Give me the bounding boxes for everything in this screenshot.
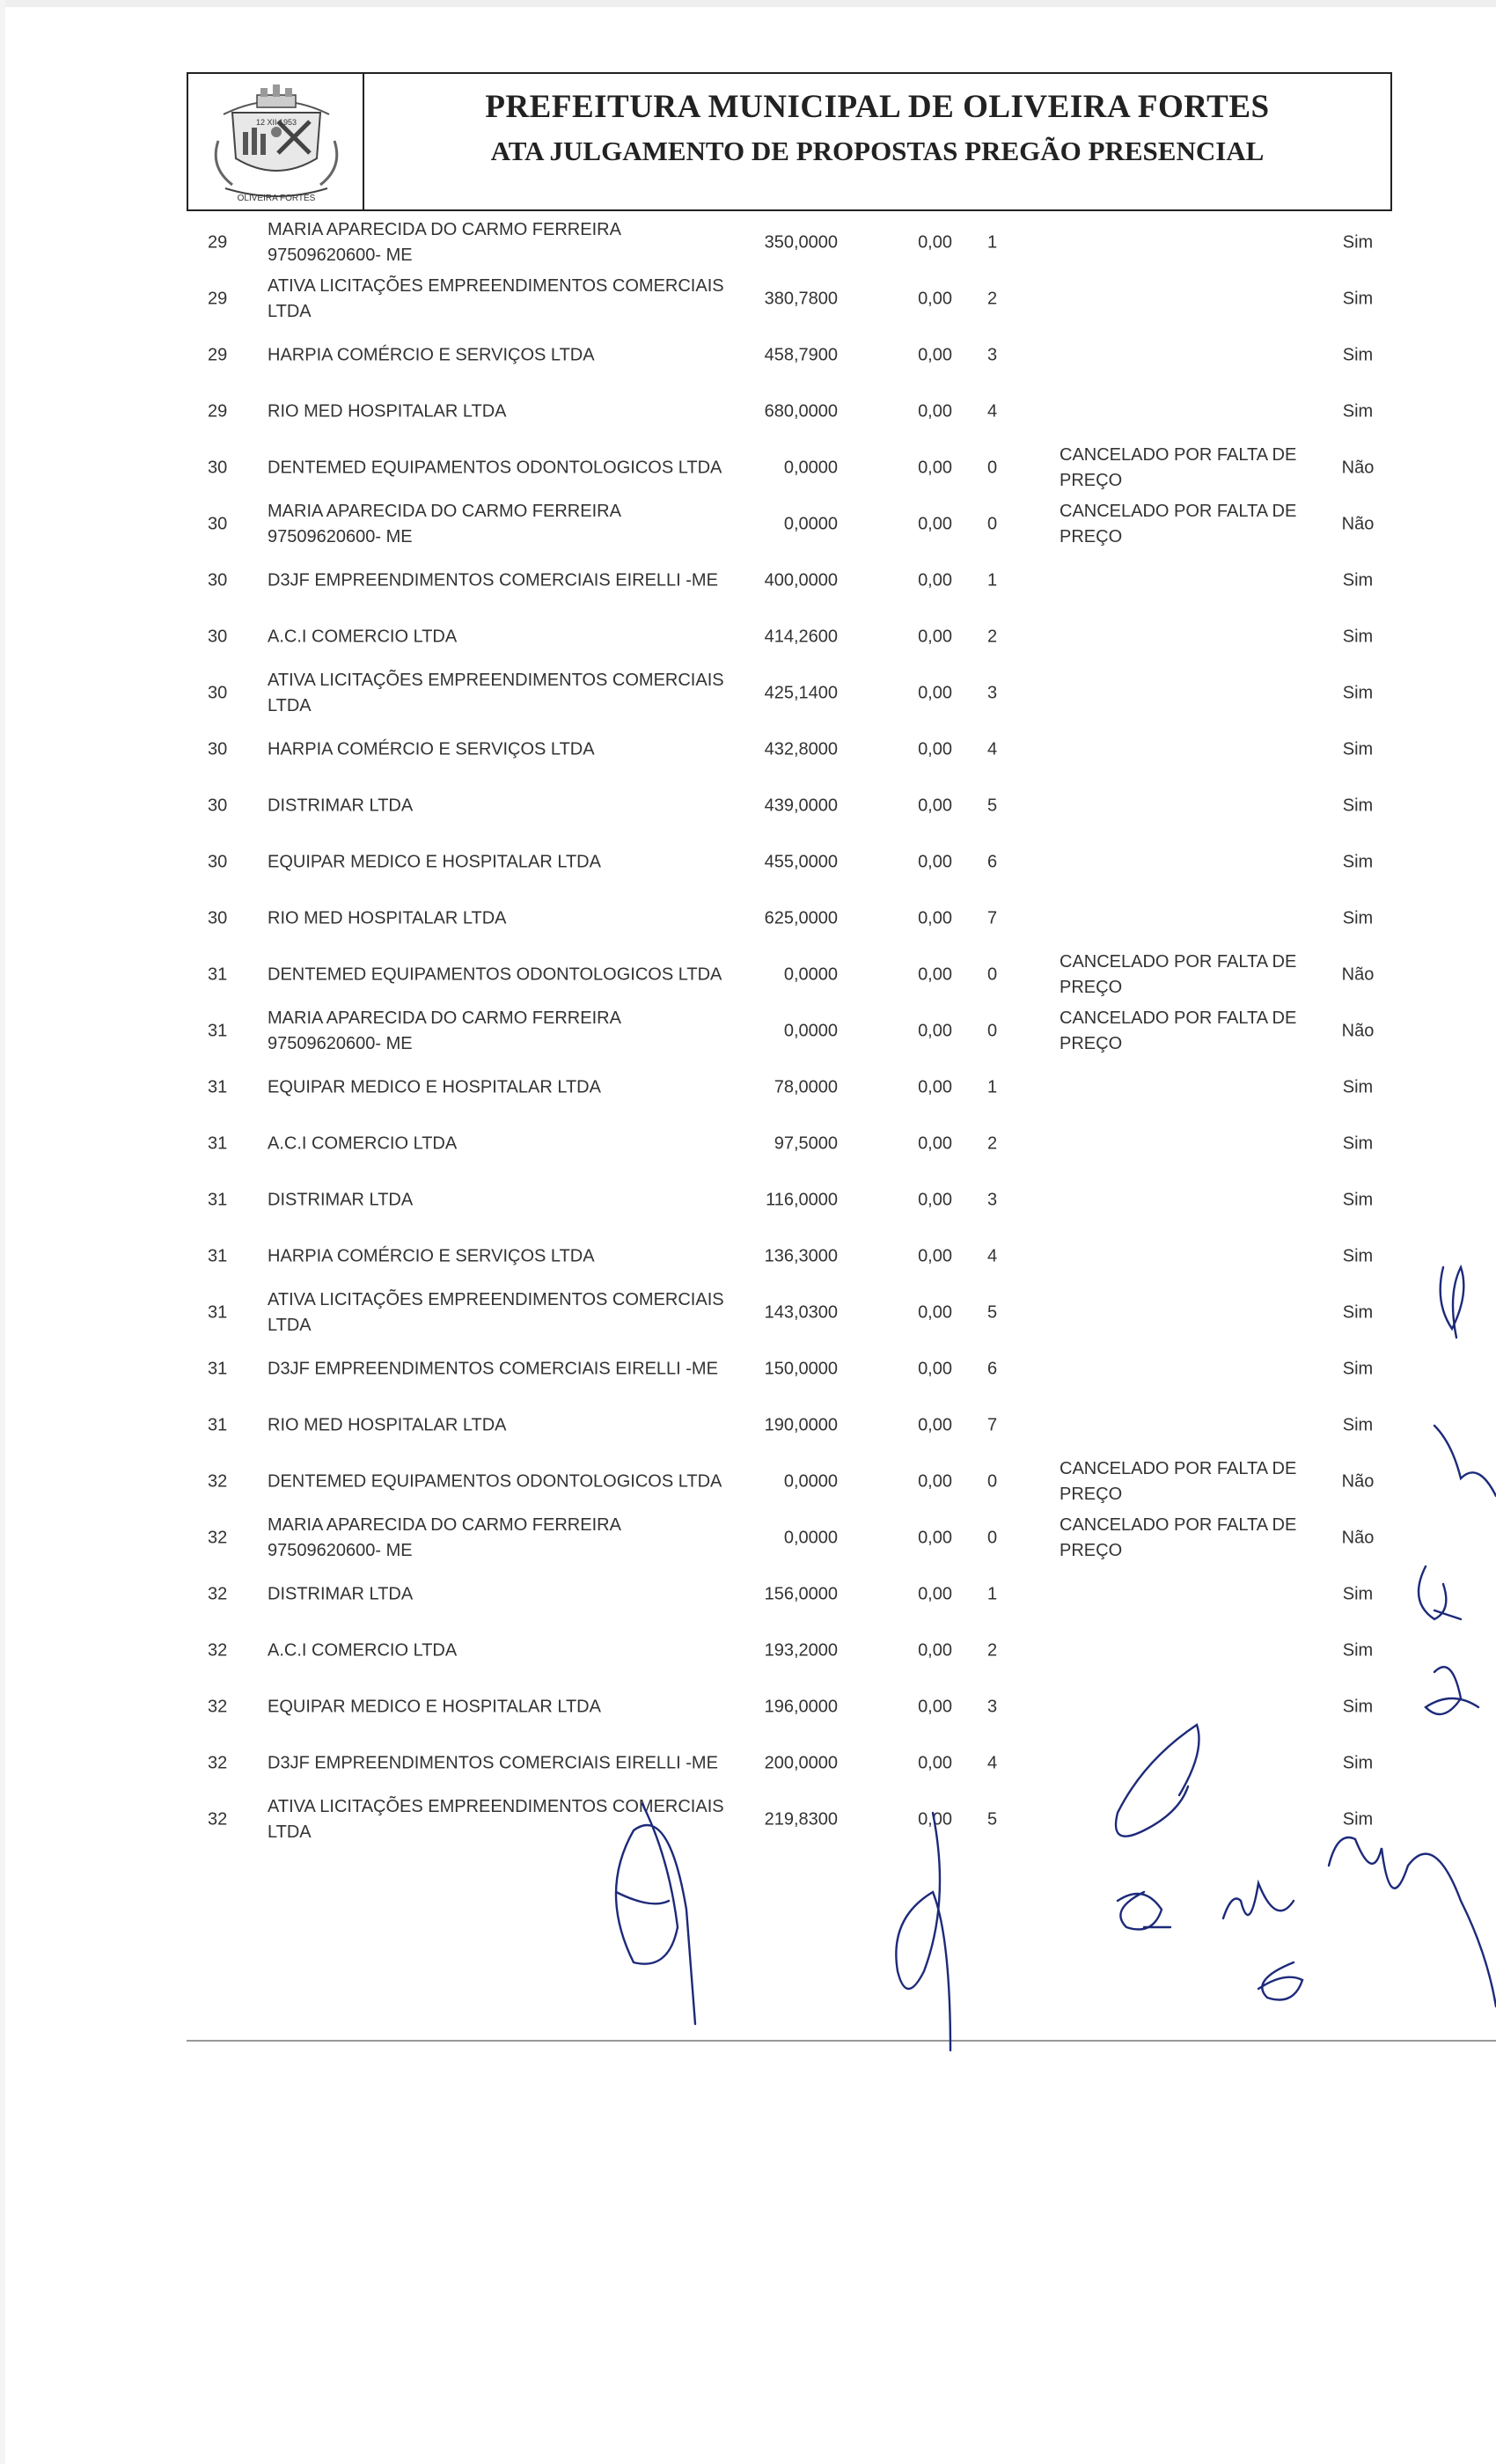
proposal-value: 455,0000 [764, 852, 838, 872]
proposal-value: 116,0000 [766, 1190, 838, 1210]
signature-9 [1441, 1267, 1464, 1338]
signature-3 [896, 1813, 950, 2050]
company-name: ATIVA LICITAÇÕES EMPREENDIMENTOS COMERCIAIS LTDA [268, 1290, 724, 1335]
classification: 4 [987, 401, 998, 422]
table-row [187, 1454, 1392, 1510]
discount-value: 0,00 [918, 232, 952, 253]
item-number: 31 [208, 1077, 228, 1097]
observation: CANCELADO POR FALTA DE PREÇO [1060, 1008, 1297, 1053]
proposal-value: 0,0000 [783, 964, 838, 985]
item-number: 30 [208, 458, 228, 478]
classification: 5 [987, 1302, 998, 1323]
item-number: 32 [208, 1584, 228, 1604]
proposal-value: 400,0000 [764, 570, 838, 590]
classification: 7 [987, 1415, 998, 1435]
proposal-value: 432,8000 [764, 739, 838, 759]
company-name: MARIA APARECIDA DO CARMO FERREIRA 97509620600- ME [268, 1515, 620, 1560]
observation: CANCELADO POR FALTA DE PREÇO [1060, 1515, 1297, 1560]
item-number: 30 [208, 852, 228, 872]
classification: 4 [987, 1753, 998, 1773]
discount-value: 0,00 [918, 852, 952, 872]
page-title: PREFEITURA MUNICIPAL DE OLIVEIRA FORTES [485, 89, 1270, 125]
table-row [187, 778, 1392, 834]
proposal-value: 439,0000 [764, 796, 838, 816]
item-number: 31 [208, 1415, 228, 1435]
qualified-status: Sim [1342, 908, 1374, 928]
proposal-value: 0,0000 [783, 1021, 838, 1041]
classification: 0 [987, 514, 998, 534]
item-number: 29 [208, 232, 228, 253]
item-number: 32 [208, 1471, 228, 1492]
crest-emblem-icon [206, 79, 347, 207]
proposal-value: 136,3000 [764, 1246, 838, 1266]
table-row [187, 1510, 1392, 1566]
proposal-value: 156,0000 [764, 1584, 838, 1604]
discount-value: 0,00 [918, 1415, 952, 1435]
company-name: RIO MED HOSPITALAR LTDA [268, 401, 507, 422]
table-row [187, 1735, 1392, 1792]
proposal-value: 190,0000 [764, 1415, 838, 1435]
item-number: 31 [208, 1133, 228, 1154]
qualified-status: Não [1341, 458, 1375, 478]
table-row [187, 1341, 1392, 1397]
discount-value: 0,00 [918, 796, 952, 816]
proposal-value: 0,0000 [783, 458, 838, 478]
item-number: 31 [208, 1359, 228, 1379]
discount-value: 0,00 [918, 908, 952, 928]
discount-value: 0,00 [918, 1528, 952, 1548]
observation: CANCELADO POR FALTA DE PREÇO [1060, 502, 1297, 546]
signature-12 [1426, 1667, 1478, 1714]
discount-value: 0,00 [918, 289, 952, 309]
qualified-status: Sim [1342, 852, 1374, 872]
observation: CANCELADO POR FALTA DE PREÇO [1060, 445, 1297, 490]
table-row [187, 553, 1392, 609]
table-row [187, 384, 1392, 440]
company-name: MARIA APARECIDA DO CARMO FERREIRA 97509620600- ME [268, 220, 620, 265]
table-row [187, 1285, 1392, 1341]
qualified-status: Sim [1342, 1302, 1374, 1323]
proposal-value: 219,8300 [764, 1809, 838, 1830]
item-number: 31 [208, 1021, 228, 1041]
classification: 0 [987, 458, 998, 478]
item-number: 30 [208, 683, 228, 703]
company-name: HARPIA COMÉRCIO E SERVIÇOS LTDA [268, 739, 595, 759]
qualified-status: Sim [1342, 1753, 1374, 1773]
document-header [187, 72, 1392, 211]
proposal-value: 200,0000 [764, 1753, 838, 1773]
table-row [187, 1792, 1392, 1848]
table-row [187, 609, 1392, 665]
qualified-status: Não [1341, 1528, 1375, 1548]
scan-edge-left [0, 0, 5, 2464]
proposal-value: 425,1400 [764, 683, 838, 703]
discount-value: 0,00 [918, 570, 952, 590]
classification: 0 [987, 964, 998, 985]
table-row [187, 665, 1392, 722]
proposal-value: 458,7900 [764, 345, 838, 365]
table-row [187, 722, 1392, 778]
municipal-crest [188, 74, 364, 209]
discount-value: 0,00 [918, 401, 952, 422]
classification: 1 [987, 232, 998, 253]
item-number: 30 [208, 739, 228, 759]
discount-value: 0,00 [918, 683, 952, 703]
proposals-table [187, 215, 1392, 1848]
company-name: ATIVA LICITAÇÕES EMPREENDIMENTOS COMERCIAIS LTDA [268, 671, 724, 715]
discount-value: 0,00 [918, 345, 952, 365]
qualified-status: Não [1341, 1021, 1375, 1041]
scan-edge-top [0, 0, 1496, 7]
classification: 4 [987, 1246, 998, 1266]
signature-6 [1223, 1883, 1294, 1918]
table-row [187, 834, 1392, 891]
qualified-status: Sim [1342, 1584, 1374, 1604]
signature-5 [1118, 1892, 1170, 1930]
proposal-value: 350,0000 [764, 232, 838, 253]
svg-text:OLIVEIRA FORTES: OLIVEIRA FORTES [237, 194, 316, 203]
company-name: A.C.I COMERCIO LTDA [268, 1640, 458, 1661]
qualified-status: Não [1341, 1471, 1375, 1492]
qualified-status: Sim [1342, 1077, 1374, 1097]
classification: 6 [987, 852, 998, 872]
table-row [187, 1679, 1392, 1735]
classification: 6 [987, 1359, 998, 1379]
company-name: DENTEMED EQUIPAMENTOS ODONTOLOGICOS LTDA [268, 1471, 722, 1492]
qualified-status: Sim [1342, 796, 1374, 816]
discount-value: 0,00 [918, 1753, 952, 1773]
classification: 3 [987, 345, 998, 365]
qualified-status: Sim [1342, 232, 1374, 253]
proposal-value: 97,5000 [774, 1133, 838, 1154]
proposal-value: 414,2600 [764, 627, 838, 647]
proposal-value: 380,7800 [764, 289, 838, 309]
classification: 0 [987, 1471, 998, 1492]
proposal-value: 150,0000 [764, 1359, 838, 1379]
company-name: EQUIPAR MEDICO E HOSPITALAR LTDA [268, 1697, 601, 1717]
company-name: MARIA APARECIDA DO CARMO FERREIRA 97509620600- ME [268, 502, 620, 546]
table-row [187, 215, 1392, 271]
proposal-value: 143,0300 [764, 1302, 838, 1323]
qualified-status: Sim [1342, 1415, 1374, 1435]
discount-value: 0,00 [918, 1133, 952, 1154]
observation: CANCELADO POR FALTA DE PREÇO [1060, 1459, 1297, 1504]
item-number: 31 [208, 964, 228, 985]
discount-value: 0,00 [918, 1640, 952, 1661]
qualified-status: Sim [1342, 683, 1374, 703]
company-name: D3JF EMPREENDIMENTOS COMERCIAIS EIRELLI -ME [268, 1359, 718, 1379]
qualified-status: Sim [1342, 401, 1374, 422]
item-number: 32 [208, 1697, 228, 1717]
proposal-value: 78,0000 [774, 1077, 838, 1097]
discount-value: 0,00 [918, 1302, 952, 1323]
company-name: D3JF EMPREENDIMENTOS COMERCIAIS EIRELLI -ME [268, 570, 718, 590]
company-name: RIO MED HOSPITALAR LTDA [268, 1415, 507, 1435]
discount-value: 0,00 [918, 964, 952, 985]
proposal-value: 193,2000 [764, 1640, 838, 1661]
proposal-value: 680,0000 [764, 401, 838, 422]
classification: 3 [987, 1697, 998, 1717]
table-row [187, 1003, 1392, 1060]
item-number: 31 [208, 1190, 228, 1210]
classification: 3 [987, 1190, 998, 1210]
discount-value: 0,00 [918, 1359, 952, 1379]
company-name: A.C.I COMERCIO LTDA [268, 1133, 458, 1154]
classification: 5 [987, 1809, 998, 1830]
classification: 2 [987, 627, 998, 647]
discount-value: 0,00 [918, 1246, 952, 1266]
company-name: DISTRIMAR LTDA [268, 796, 414, 816]
qualified-status: Sim [1342, 345, 1374, 365]
discount-value: 0,00 [918, 739, 952, 759]
company-name: D3JF EMPREENDIMENTOS COMERCIAIS EIRELLI -ME [268, 1753, 718, 1773]
item-number: 32 [208, 1640, 228, 1661]
signature-11 [1419, 1566, 1461, 1619]
classification: 2 [987, 289, 998, 309]
item-number: 32 [208, 1528, 228, 1548]
item-number: 29 [208, 345, 228, 365]
table-row [187, 271, 1392, 327]
company-name: DENTEMED EQUIPAMENTOS ODONTOLOGICOS LTDA [268, 964, 722, 985]
company-name: DENTEMED EQUIPAMENTOS ODONTOLOGICOS LTDA [268, 458, 722, 478]
table-row [187, 1172, 1392, 1228]
classification: 1 [987, 1077, 998, 1097]
proposal-value: 0,0000 [783, 1528, 838, 1548]
company-name: HARPIA COMÉRCIO E SERVIÇOS LTDA [268, 1246, 595, 1266]
discount-value: 0,00 [918, 1471, 952, 1492]
discount-value: 0,00 [918, 514, 952, 534]
qualified-status: Sim [1342, 1190, 1374, 1210]
classification: 2 [987, 1640, 998, 1661]
svg-text:12 XII 1953: 12 XII 1953 [255, 118, 297, 127]
table-row [187, 1397, 1392, 1454]
company-name: RIO MED HOSPITALAR LTDA [268, 908, 507, 928]
item-number: 29 [208, 289, 228, 309]
classification: 2 [987, 1133, 998, 1154]
qualified-status: Sim [1342, 739, 1374, 759]
discount-value: 0,00 [918, 1021, 952, 1041]
company-name: EQUIPAR MEDICO E HOSPITALAR LTDA [268, 852, 601, 872]
qualified-status: Sim [1342, 1809, 1374, 1830]
company-name: DISTRIMAR LTDA [268, 1584, 414, 1604]
item-number: 31 [208, 1246, 228, 1266]
item-number: 32 [208, 1753, 228, 1773]
company-name: DISTRIMAR LTDA [268, 1190, 414, 1210]
item-number: 32 [208, 1809, 228, 1830]
proposal-value: 0,0000 [783, 1471, 838, 1492]
classification: 1 [987, 1584, 998, 1604]
item-number: 29 [208, 401, 228, 422]
item-number: 31 [208, 1302, 228, 1323]
item-number: 30 [208, 514, 228, 534]
qualified-status: Sim [1342, 1359, 1374, 1379]
signature-7 [1258, 1962, 1302, 2000]
discount-value: 0,00 [918, 1809, 952, 1830]
proposal-value: 0,0000 [783, 514, 838, 534]
discount-value: 0,00 [918, 458, 952, 478]
discount-value: 0,00 [918, 1077, 952, 1097]
qualified-status: Sim [1342, 570, 1374, 590]
classification: 3 [987, 683, 998, 703]
discount-value: 0,00 [918, 627, 952, 647]
qualified-status: Sim [1342, 289, 1374, 309]
table-row [187, 1623, 1392, 1679]
classification: 0 [987, 1021, 998, 1041]
classification: 0 [987, 1528, 998, 1548]
discount-value: 0,00 [918, 1190, 952, 1210]
company-name: EQUIPAR MEDICO E HOSPITALAR LTDA [268, 1077, 601, 1097]
signature-8 [1329, 1837, 1496, 2006]
item-number: 30 [208, 908, 228, 928]
qualified-status: Sim [1342, 1697, 1374, 1717]
item-number: 30 [208, 627, 228, 647]
company-name: ATIVA LICITAÇÕES EMPREENDIMENTOS COMERCIAIS LTDA [268, 1797, 724, 1842]
table-row [187, 327, 1392, 384]
classification: 7 [987, 908, 998, 928]
signature-10 [1434, 1426, 1496, 1496]
qualified-status: Sim [1342, 1133, 1374, 1154]
discount-value: 0,00 [918, 1584, 952, 1604]
table-row [187, 1566, 1392, 1623]
table-row [187, 891, 1392, 947]
table-row [187, 947, 1392, 1003]
qualified-status: Sim [1342, 1640, 1374, 1661]
item-number: 30 [208, 570, 228, 590]
table-row [187, 440, 1392, 496]
company-name: HARPIA COMÉRCIO E SERVIÇOS LTDA [268, 345, 595, 365]
page-footer-rule [187, 2040, 1496, 2042]
qualified-status: Não [1341, 964, 1375, 985]
company-name: ATIVA LICITAÇÕES EMPREENDIMENTOS COMERCIAIS LTDA [268, 276, 724, 321]
classification: 4 [987, 739, 998, 759]
company-name: A.C.I COMERCIO LTDA [268, 627, 458, 647]
page-subtitle: ATA JULGAMENTO DE PROPOSTAS PREGÃO PRESENCIAL [490, 136, 1265, 166]
qualified-status: Não [1341, 514, 1375, 534]
classification: 1 [987, 570, 998, 590]
classification: 5 [987, 796, 998, 816]
proposal-value: 196,0000 [764, 1697, 838, 1717]
signature-2 [616, 1892, 669, 1903]
discount-value: 0,00 [918, 1697, 952, 1717]
item-number: 30 [208, 796, 228, 816]
observation: CANCELADO POR FALTA DE PREÇO [1060, 952, 1297, 997]
table-row [187, 1060, 1392, 1116]
qualified-status: Sim [1342, 627, 1374, 647]
qualified-status: Sim [1342, 1246, 1374, 1266]
table-row [187, 1228, 1392, 1285]
table-row [187, 496, 1392, 553]
company-name: MARIA APARECIDA DO CARMO FERREIRA 97509620600- ME [268, 1008, 620, 1053]
table-row [187, 1116, 1392, 1172]
proposal-value: 625,0000 [764, 908, 838, 928]
